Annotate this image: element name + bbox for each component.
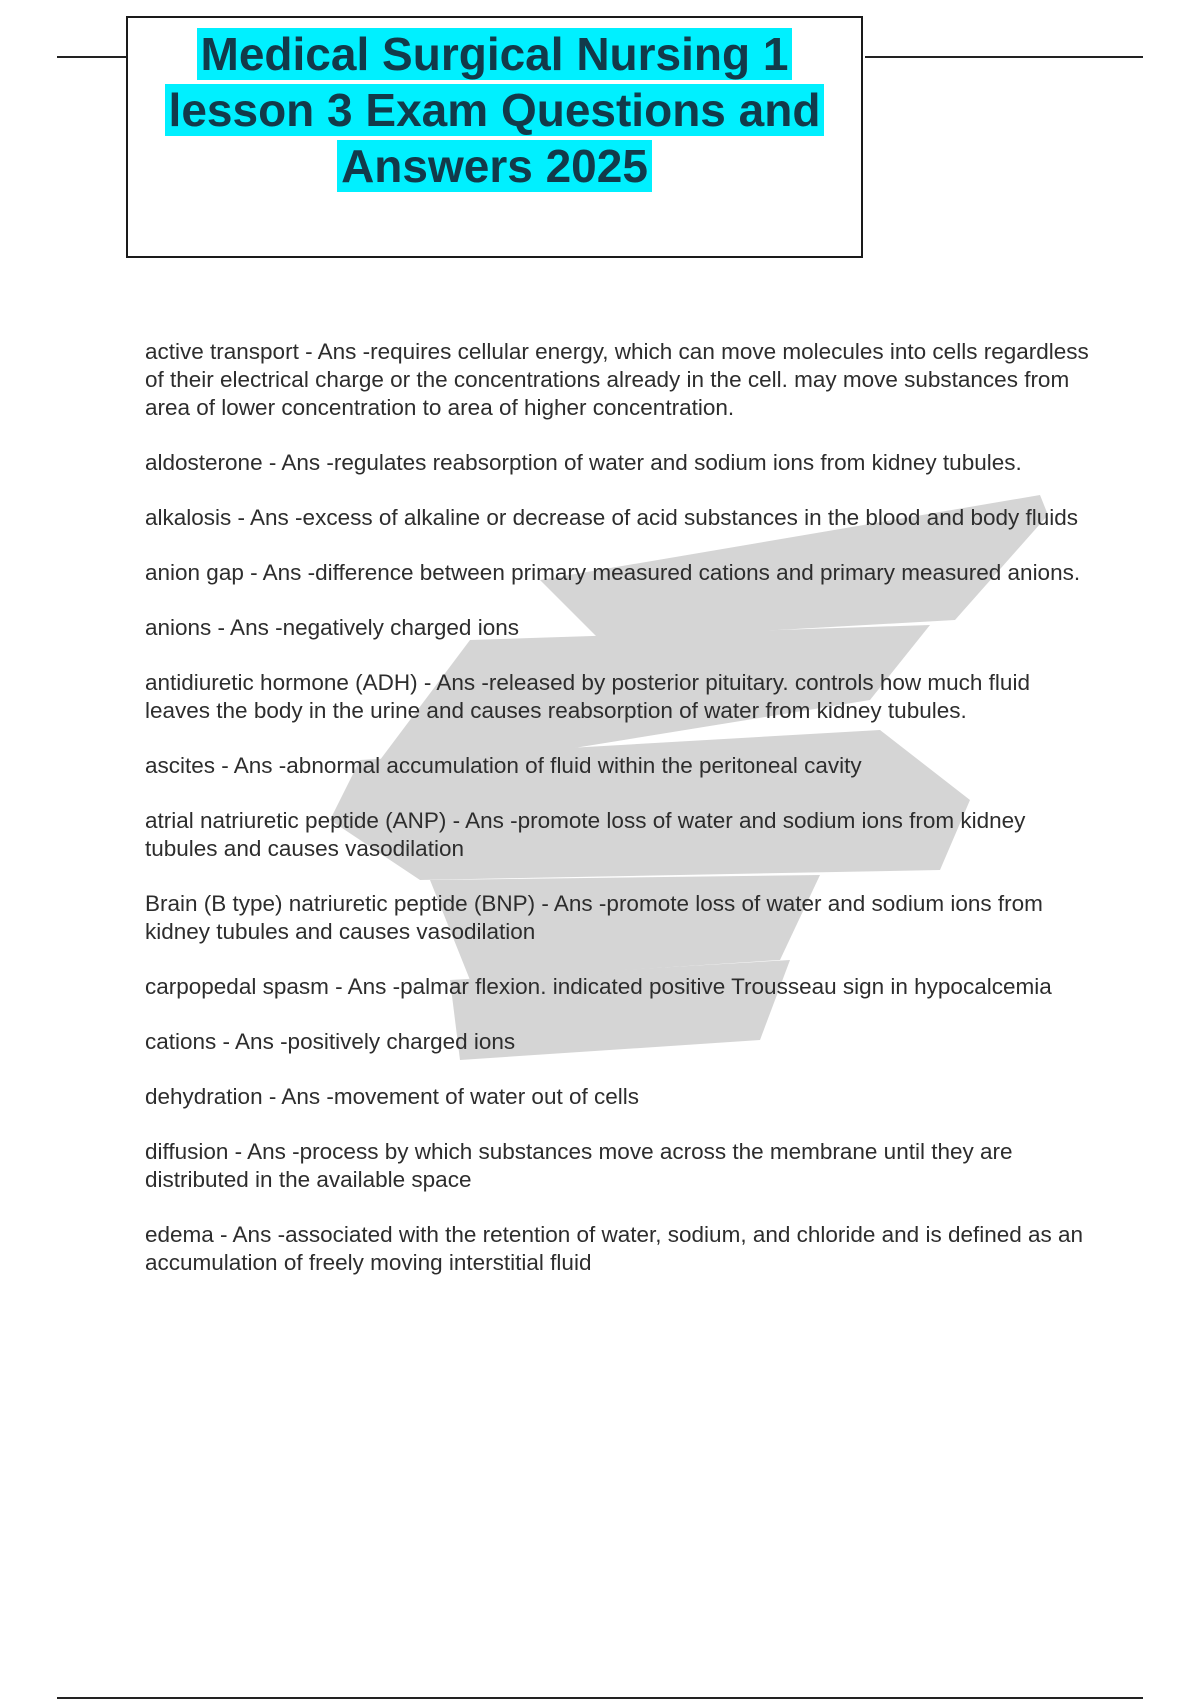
qa-entry-active-transport: active transport - Ans -requires cellular energy, which can move molecules into cells regardless of their electrical charge or the concentrations already in the cell. may move substances from area of lower concentration to area of higher concentration.	[145, 339, 1089, 420]
qa-entry-adh: antidiuretic hormone (ADH) - Ans -released by posterior pituitary. controls how much fluid leaves the body in the urine and causes reabsorption of water from kidney tubules.	[145, 670, 1030, 723]
qa-entry-anion-gap: anion gap - Ans -difference between primary measured cations and primary measured anions.	[145, 560, 1081, 585]
qa-entry-bnp: Brain (B type) natriuretic peptide (BNP) - Ans -promote loss of water and sodium ions from kidney tubules and causes vasodilation	[145, 891, 1043, 944]
header-rule-left	[57, 56, 127, 58]
qa-entry-edema: edema - Ans -associated with the retention of water, sodium, and chloride and is defined as an accumulation of freely moving interstitial fluid	[145, 1222, 1084, 1275]
header-rule-right	[865, 56, 1143, 58]
title-line-1: Medical Surgical Nursing 1	[197, 28, 793, 80]
document-title	[128, 26, 861, 194]
qa-entry-aldosterone: aldosterone - Ans -regulates reabsorption of water and sodium ions from kidney tubules.	[145, 450, 1022, 475]
qa-entry-ascites: ascites - Ans -abnormal accumulation of fluid within the peritoneal cavity	[145, 753, 862, 778]
qa-entry-alkalosis: alkalosis - Ans -excess of alkaline or decrease of acid substances in the blood and body fluids	[145, 505, 1079, 530]
title-box	[126, 16, 863, 258]
qa-entry-anp: atrial natriuretic peptide (ANP) - Ans -promote loss of water and sodium ions from kidney tubules and causes vasodilation	[145, 808, 1026, 861]
qa-entry-anions: anions - Ans -negatively charged ions	[145, 615, 519, 640]
qa-entry-cations: cations - Ans -positively charged ions	[145, 1029, 516, 1054]
footer-rule	[57, 1697, 1143, 1699]
title-line-3: Answers 2025	[337, 140, 652, 192]
qa-entry-diffusion: diffusion - Ans -process by which substances move across the membrane until they are distributed in the available space	[145, 1139, 1013, 1192]
qa-entry-carpopedal-spasm: carpopedal spasm - Ans -palmar flexion. indicated positive Trousseau sign in hypocalcemia	[145, 974, 1052, 999]
title-line-2: lesson 3 Exam Questions and	[165, 84, 825, 136]
qa-entry-dehydration: dehydration - Ans -movement of water out of cells	[145, 1084, 639, 1109]
qa-list	[145, 338, 1095, 1304]
